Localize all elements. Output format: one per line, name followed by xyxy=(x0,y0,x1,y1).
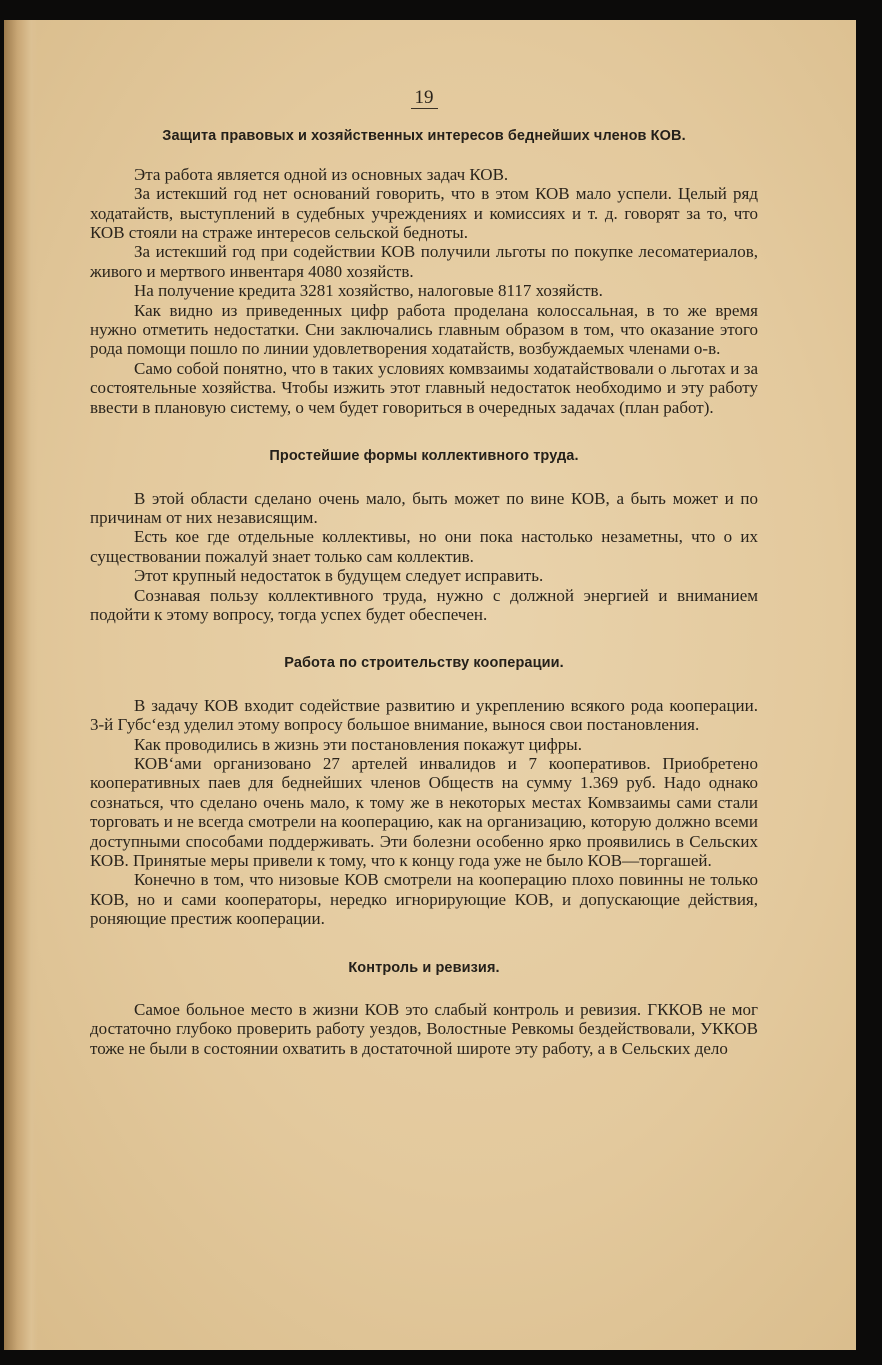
section-heading: Контроль и ревизия. xyxy=(348,959,500,976)
paragraph: Как проводились в жизнь эти постановления покажут цифры. xyxy=(134,734,582,754)
paragraph: Эта работа является одной из основных задач КОВ. xyxy=(134,164,509,184)
book-page xyxy=(4,20,856,1350)
paragraph: Этот крупный недостаток в будущем следует исправить. xyxy=(134,566,544,586)
page-text xyxy=(90,88,758,1058)
section-heading: Простейшие формы коллективного труда. xyxy=(269,448,579,465)
paragraph: В задачу КОВ входит содействие развитию и укреплению всякого рода кооперации. 3-й Губс‘езд уделил этому вопросу большое внимание, вынося свои постановления. xyxy=(90,695,758,735)
section-heading: Защита правовых и хозяйственных интересов беднейших членов КОВ. xyxy=(162,128,686,145)
paragraph: На получение кредита 3281 хозяйство, налоговые 8117 хозяйств. xyxy=(134,281,603,301)
paragraph: Сознавая пользу коллективного труда, нужно с должной энергией и вниманием подойти к этому вопросу, тогда успех будет обеспечен. xyxy=(90,585,758,624)
paragraph: В этой области сделано очень мало, быть может по вине КОВ, а быть может и по причинам от них независящим. xyxy=(90,488,758,527)
paragraph: КОВ‘ами организовано 27 артелей инвалидов и 7 кооперативов. Приобретено кооперативных паев для беднейших членов Обществ на сумму 1.369 руб. Надо однако сознаться, что сделано очень мало, к тому же в некоторых местах Комвзаимы сами стали торговать и не всегда смотрели на кооперацию, как на организацию, которую должно всеми доступными способами поддерживать. Эти болезни особенно ярко проявились в Сельских КОВ. Принятые меры привели к тому, что к концу года уже не было КОВ—торгашей. xyxy=(90,753,758,870)
paragraph: Самое больное место в жизни КОВ это слабый контроль и ревизия. ГККОВ не мог достаточно глубоко проверить работу уездов, Волостные Ревкомы бездействовали, УККОВ тоже не были в состоянии охватить в достаточной широте эту работу, а в Сельских дело xyxy=(90,1000,758,1058)
paragraph: За истекший год нет оснований говорить, что в этом КОВ мало успели. Целый ряд ходатайств, выступлений в судебных учреждениях и комиссиях и т. д. говорят за то, что КОВ стояли на страже интересов сельской бедноты. xyxy=(90,184,758,243)
paragraph: Как видно из приведенных цифр работа проделана колоссальная, в то же время нужно отметить недостатки. Сни заключались главным образом в том, что оказание этого рода помощи пошло по линии удовлетворения ходатайств, возбуждаемых членами о-в. xyxy=(90,300,758,359)
page-gutter xyxy=(4,20,38,1350)
section-heading: Работа по строительству кооперации. xyxy=(284,655,564,672)
page-number: 19 xyxy=(90,88,758,109)
paragraph: Есть кое где отдельные коллективы, но они пока настолько незаметны, что о их существовании пожалуй знает только сам коллектив. xyxy=(90,527,758,566)
paragraph: Само собой понятно, что в таких условиях комвзаимы ходатайствовали о льготах и за состоятельные хозяйства. Чтобы изжить этот главный недостаток необходимо и эту работу ввести в плановую систему, о чем будет говориться в очередных задачах (план работ). xyxy=(90,358,758,417)
paragraph: Конечно в том, что низовые КОВ смотрели на кооперацию плохо повинны не только КОВ, но и сами кооператоры, нередко игнорирующие КОВ, и допускающие действия, роняющие престиж кооперации. xyxy=(90,870,758,929)
paragraph: За истекший год при содействии КОВ получили льготы по покупке лесоматериалов, живого и мертвого инвентаря 4080 хозяйств. xyxy=(90,242,758,281)
